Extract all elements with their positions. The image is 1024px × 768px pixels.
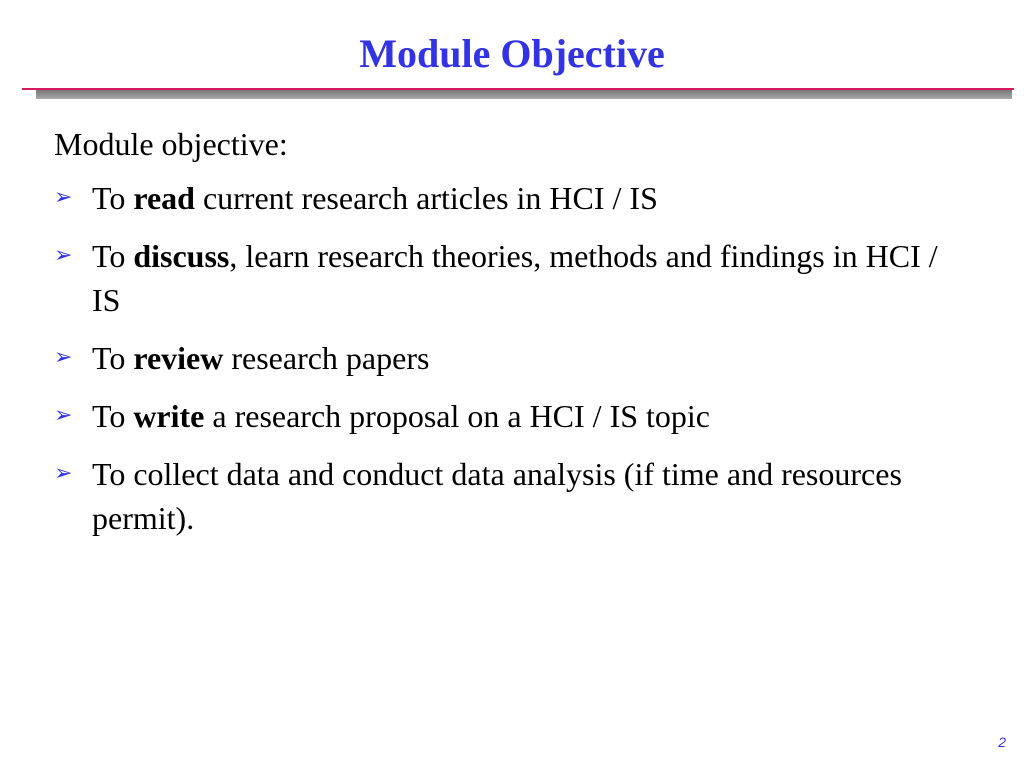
objective-prefix: To <box>92 340 134 376</box>
objective-prefix: To <box>92 398 134 434</box>
slide-content <box>54 124 974 554</box>
objective-list <box>54 176 974 540</box>
arrowhead-bullet-icon: ➢ <box>54 345 73 370</box>
arrowhead-bullet-icon: ➢ <box>54 461 73 486</box>
arrowhead-bullet-icon: ➢ <box>54 185 73 210</box>
slide-title: Module Objective <box>359 31 665 76</box>
arrowhead-bullet-icon: ➢ <box>54 243 73 268</box>
objective-keyword: discuss <box>133 238 230 274</box>
objective-item <box>54 176 974 220</box>
objective-prefix: To <box>92 238 134 274</box>
objective-item <box>54 234 974 322</box>
title-shadow-bar <box>36 90 1012 99</box>
objective-item <box>54 336 974 380</box>
objective-item <box>54 394 974 438</box>
objective-keyword: review <box>133 340 224 376</box>
arrowhead-bullet-icon: ➢ <box>54 403 73 428</box>
objective-rest: , learn research theories, methods and findings in HCI / IS <box>92 238 938 318</box>
objective-keyword: write <box>133 398 205 434</box>
objective-prefix: To <box>92 180 134 216</box>
objective-rest: a research proposal on a HCI / IS topic <box>204 398 710 434</box>
objective-rest: current research articles in HCI / IS <box>194 180 658 216</box>
objective-keyword: read <box>133 180 195 216</box>
page-number: 2 <box>998 734 1006 750</box>
objective-item <box>54 452 974 540</box>
intro-text: Module objective: <box>54 126 288 162</box>
objective-rest: research papers <box>223 340 430 376</box>
objective-rest: To collect data and conduct data analysis (if time and resources permit). <box>92 456 902 536</box>
